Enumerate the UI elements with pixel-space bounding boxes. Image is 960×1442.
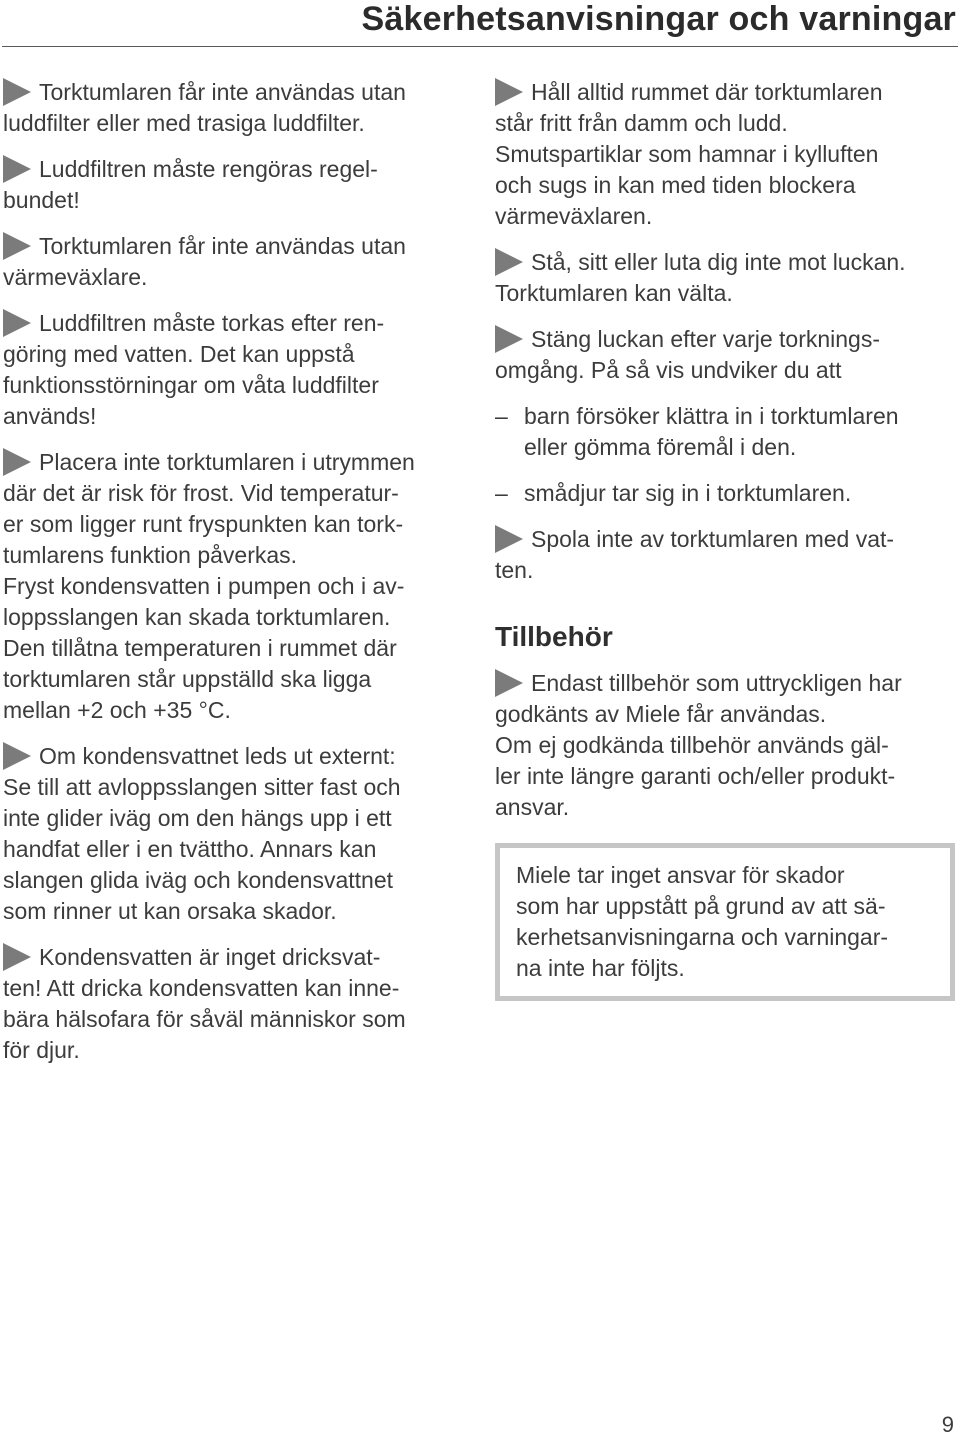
dash-list-item-small-animals: – smådjur tar sig in i torktumlaren. bbox=[495, 478, 957, 509]
warning-paragraph-luddfilter: Torktumlaren får inte användas utan luddfilter eller med trasiga luddfilter. bbox=[3, 79, 406, 136]
warning-paragraph-dust-free: Håll alltid rummet där torktumlaren står fritt från damm och ludd. Smutspartiklar som hamnar i kylluften och sugs in kan med tiden blockera värmeväxlaren. bbox=[495, 79, 883, 229]
left-column bbox=[3, 77, 465, 1066]
triangle-arrow-right-icon bbox=[495, 248, 523, 276]
triangle-arrow-right-icon bbox=[495, 669, 523, 697]
warning-paragraph-door-lean: Stå, sitt eller luta dig inte mot luckan. Torktumlaren kan välta. bbox=[495, 249, 906, 306]
triangle-arrow-right-icon bbox=[3, 78, 31, 106]
warning-paragraph-no-water-spray: Spola inte av torktumlaren med vat- ten. bbox=[495, 526, 895, 583]
accessories-paragraph: Endast tillbehör som uttryckligen har godkänts av Miele får användas. Om ej godkända tillbehör används gäl- ler inte längre garanti och/eller produkt- ansvar. bbox=[495, 670, 902, 820]
triangle-arrow-right-icon bbox=[3, 742, 31, 770]
triangle-arrow-right-icon bbox=[3, 232, 31, 260]
dash-list-item-children: – barn försöker klättra in i torktumlaren eller gömma föremål i den. bbox=[495, 403, 899, 460]
header-divider bbox=[2, 46, 958, 47]
triangle-arrow-right-icon bbox=[495, 525, 523, 553]
dash-bullet: – bbox=[495, 403, 508, 429]
warning-paragraph-dry-filters: Luddfiltren måste torkas efter ren- göring med vatten. Det kan uppstå funktionsstörningar om våta luddfilter används! bbox=[3, 310, 385, 429]
triangle-arrow-right-icon bbox=[3, 309, 31, 337]
warning-paragraph-heat-exchanger: Torktumlaren får inte användas utan värmeväxlare. bbox=[3, 233, 406, 290]
section-heading-accessories: Tillbehör bbox=[495, 621, 613, 652]
triangle-arrow-right-icon bbox=[3, 155, 31, 183]
triangle-arrow-right-icon bbox=[3, 943, 31, 971]
warning-paragraph-frost: Placera inte torktumlaren i utrymmen där det är risk för frost. Vid temperatur- er som ligger runt fryspunkten kan tork- tumlarens funktion påverkas. Fryst kondensvatten i pumpen och i av- loppsslangen kan skada torktumlaren. Den tillåtna temperaturen i rummet där torktumlaren står uppställd ska ligga mellan +2 och +35 °C. bbox=[3, 449, 415, 723]
liability-notice-box: Miele tar inget ansvar för skador som har uppstått på grund av att sä- kerhetsanvisningarna och varningar- na inte har följts. bbox=[495, 843, 955, 1001]
dash-bullet: – bbox=[495, 480, 508, 506]
triangle-arrow-right-icon bbox=[495, 78, 523, 106]
warning-paragraph-not-drinkable: Kondensvatten är inget dricksvat- ten! Att dricka kondensvatten kan inne- bära hälsofara för såväl människor som för djur. bbox=[3, 944, 406, 1063]
page-header-title: Säkerhetsanvisningar och varningar bbox=[361, 0, 956, 38]
triangle-arrow-right-icon bbox=[3, 448, 31, 476]
warning-paragraph-close-door: Stäng luckan efter varje torknings- omgång. På så vis undviker du att bbox=[495, 326, 881, 383]
triangle-arrow-right-icon bbox=[495, 325, 523, 353]
right-column bbox=[495, 77, 957, 1001]
page-number: 9 bbox=[941, 1412, 954, 1437]
warning-paragraph-external-drain: Om kondensvattnet leds ut externt: Se till att avloppsslangen sitter fast och inte glider iväg om den hängs upp i ett handfat eller i en tvättho. Annars kan slangen glida iväg och kondensvattnet som rinner ut kan orsaka skador. bbox=[3, 743, 401, 924]
warning-paragraph-clean-filters: Luddfiltren måste rengöras regel- bundet! bbox=[3, 156, 378, 213]
